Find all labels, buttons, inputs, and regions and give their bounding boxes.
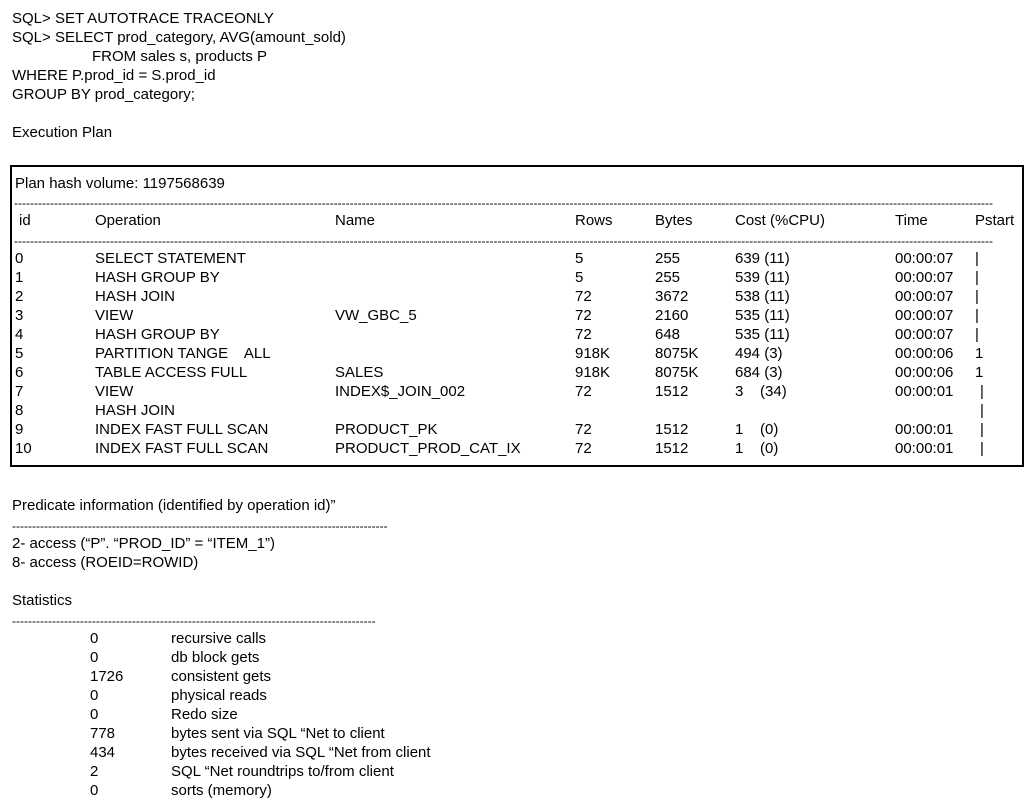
statistic-label: db block gets <box>171 649 260 666</box>
header-col-bytes: Bytes <box>655 212 693 229</box>
statistic-label: bytes sent via SQL “Net to client <box>171 725 385 742</box>
plan-cell-operation: HASH JOIN <box>95 288 176 305</box>
statistic-value: 778 <box>90 725 116 742</box>
header-col-name: Name <box>335 212 376 229</box>
header-col-cost: Cost (%CPU) <box>735 212 826 229</box>
header-col-time: Time <box>895 212 928 229</box>
plan-cell-name: VW_GBC_5 <box>335 307 417 324</box>
plan-cell-time: 00:00:07 <box>895 269 954 286</box>
plan-cell-cost: 684 (3) <box>735 364 783 381</box>
plan-cell-pstart: | <box>980 383 984 400</box>
statistic-label: bytes received via SQL “Net from client <box>171 744 431 761</box>
statistic-label: SQL “Net roundtrips to/from client <box>171 763 394 780</box>
execution-plan-heading: Execution Plan <box>12 124 113 141</box>
plan-cell-pstart: 1 <box>975 345 984 362</box>
statistic-label: consistent gets <box>171 668 272 685</box>
predicate-line-2: 8- access (ROEID=ROWID) <box>12 554 199 571</box>
plan-cell-cost: 535 (11) <box>735 326 790 343</box>
plan-cell-bytes: 3672 <box>655 288 689 305</box>
statistics-divider: ------------------------------------------------------------------------------------------- <box>12 614 376 628</box>
plan-cell-pstart: 1 <box>975 364 984 381</box>
plan-cell-time: 00:00:07 <box>895 326 954 343</box>
statistic-value: 0 <box>90 630 99 647</box>
plan-cell-rows: 72 <box>575 326 592 343</box>
plan-cell-operation: PARTITION TANGE ALL <box>95 345 271 362</box>
plan-cell-pstart: | <box>975 326 979 343</box>
header-col-id: id <box>19 212 31 229</box>
plan-cell-name: INDEX$_JOIN_002 <box>335 383 466 400</box>
statistic-value: 434 <box>90 744 116 761</box>
plan-cell-bytes: 1512 <box>655 440 689 457</box>
statistic-label: Redo size <box>171 706 238 723</box>
plan-cell-rows: 72 <box>575 440 592 457</box>
plan-cell-cost: 535 (11) <box>735 307 790 324</box>
plan-cell-time: 00:00:01 <box>895 383 954 400</box>
plan-cell-pstart: | <box>975 269 979 286</box>
plan-cell-time: 00:00:06 <box>895 364 954 381</box>
statistic-label: physical reads <box>171 687 267 704</box>
plan-divider-top: ----------------------------------------------------------------------------------------------------------------------------------------------------------------------------------------------------------------------------------------------------- <box>14 196 994 210</box>
plan-cell-id: 3 <box>15 307 24 324</box>
plan-cell-cost: 539 (11) <box>735 269 790 286</box>
plan-cell-id: 9 <box>15 421 24 438</box>
plan-cell-rows: 918K <box>575 345 611 362</box>
plan-cell-id: 8 <box>15 402 24 419</box>
plan-cell-rows: 72 <box>575 288 592 305</box>
sql-line-4: WHERE P.prod_id = S.prod_id <box>12 67 216 84</box>
plan-cell-id: 0 <box>15 250 24 267</box>
statistic-value: 0 <box>90 649 99 666</box>
plan-cell-cost: 538 (11) <box>735 288 790 305</box>
statistic-label: sorts (memory) <box>171 782 272 799</box>
plan-cell-rows: 5 <box>575 250 584 267</box>
predicate-divider: ---------------------------------------------------------------------------------------------- <box>12 519 388 533</box>
sql-line-3: FROM sales s, products P <box>92 48 268 65</box>
plan-cell-time: 00:00:01 <box>895 421 954 438</box>
statistics-heading: Statistics <box>12 592 73 609</box>
plan-cell-operation: INDEX FAST FULL SCAN <box>95 440 269 457</box>
plan-cell-bytes: 2160 <box>655 307 689 324</box>
plan-cell-pstart: | <box>980 402 984 419</box>
header-col-pstart: Pstart <box>975 212 1015 229</box>
plan-cell-cost: 3 (34) <box>735 383 787 400</box>
plan-cell-id: 1 <box>15 269 24 286</box>
plan-cell-rows: 72 <box>575 307 592 324</box>
plan-cell-cost: 639 (11) <box>735 250 790 267</box>
header-col-rows: Rows <box>575 212 613 229</box>
plan-divider-header: ----------------------------------------------------------------------------------------------------------------------------------------------------------------------------------------------------------------------------------------------------- <box>14 234 994 248</box>
plan-cell-pstart: | <box>980 440 984 457</box>
plan-cell-name: PRODUCT_PROD_CAT_IX <box>335 440 521 457</box>
plan-cell-time: 00:00:06 <box>895 345 954 362</box>
plan-cell-pstart: | <box>975 307 979 324</box>
plan-cell-operation: TABLE ACCESS FULL <box>95 364 248 381</box>
plan-cell-time: 00:00:01 <box>895 440 954 457</box>
plan-cell-id: 5 <box>15 345 24 362</box>
plan-cell-time: 00:00:07 <box>895 307 954 324</box>
statistic-value: 1726 <box>90 668 124 685</box>
plan-cell-bytes: 1512 <box>655 421 689 438</box>
sql-line-2: SQL> SELECT prod_category, AVG(amount_sold) <box>12 29 346 46</box>
plan-cell-id: 6 <box>15 364 24 381</box>
plan-cell-pstart: | <box>980 421 984 438</box>
statistic-value: 0 <box>90 782 99 799</box>
predicate-line-1: 2- access (“P”. “PROD_ID” = “ITEM_1”) <box>12 535 275 552</box>
plan-cell-id: 10 <box>15 440 32 457</box>
plan-cell-bytes: 255 <box>655 250 681 267</box>
plan-cell-operation: HASH GROUP BY <box>95 326 220 343</box>
plan-cell-bytes: 648 <box>655 326 681 343</box>
plan-cell-id: 7 <box>15 383 24 400</box>
header-col-operation: Operation <box>95 212 161 229</box>
plan-cell-rows: 72 <box>575 383 592 400</box>
plan-cell-time: 00:00:07 <box>895 288 954 305</box>
plan-cell-id: 2 <box>15 288 24 305</box>
predicate-heading: Predicate information (identified by operation id)” <box>12 497 336 514</box>
plan-cell-cost: 1 (0) <box>735 421 779 438</box>
plan-cell-bytes: 8075K <box>655 364 699 381</box>
plan-cell-rows: 918K <box>575 364 611 381</box>
plan-cell-rows: 5 <box>575 269 584 286</box>
statistic-value: 2 <box>90 763 99 780</box>
plan-cell-operation: HASH JOIN <box>95 402 176 419</box>
sql-line-5: GROUP BY prod_category; <box>12 86 195 103</box>
plan-cell-name: PRODUCT_PK <box>335 421 438 438</box>
plan-hash: Plan hash volume: 1197568639 <box>15 175 225 192</box>
plan-cell-bytes: 1512 <box>655 383 689 400</box>
plan-cell-name: SALES <box>335 364 384 381</box>
plan-cell-id: 4 <box>15 326 24 343</box>
plan-cell-operation: INDEX FAST FULL SCAN <box>95 421 269 438</box>
plan-cell-pstart: | <box>975 288 979 305</box>
plan-cell-cost: 1 (0) <box>735 440 779 457</box>
statistic-value: 0 <box>90 687 99 704</box>
statistic-label: recursive calls <box>171 630 267 647</box>
plan-cell-time: 00:00:07 <box>895 250 954 267</box>
plan-cell-operation: HASH GROUP BY <box>95 269 220 286</box>
statistic-value: 0 <box>90 706 99 723</box>
sql-line-1: SQL> SET AUTOTRACE TRACEONLY <box>12 10 274 27</box>
execution-plan-box <box>10 165 1024 467</box>
plan-cell-bytes: 255 <box>655 269 681 286</box>
plan-cell-pstart: | <box>975 250 979 267</box>
plan-cell-bytes: 8075K <box>655 345 699 362</box>
plan-cell-cost: 494 (3) <box>735 345 783 362</box>
plan-cell-operation: VIEW <box>95 307 134 324</box>
plan-cell-rows: 72 <box>575 421 592 438</box>
plan-cell-operation: SELECT STATEMENT <box>95 250 246 267</box>
plan-cell-operation: VIEW <box>95 383 134 400</box>
